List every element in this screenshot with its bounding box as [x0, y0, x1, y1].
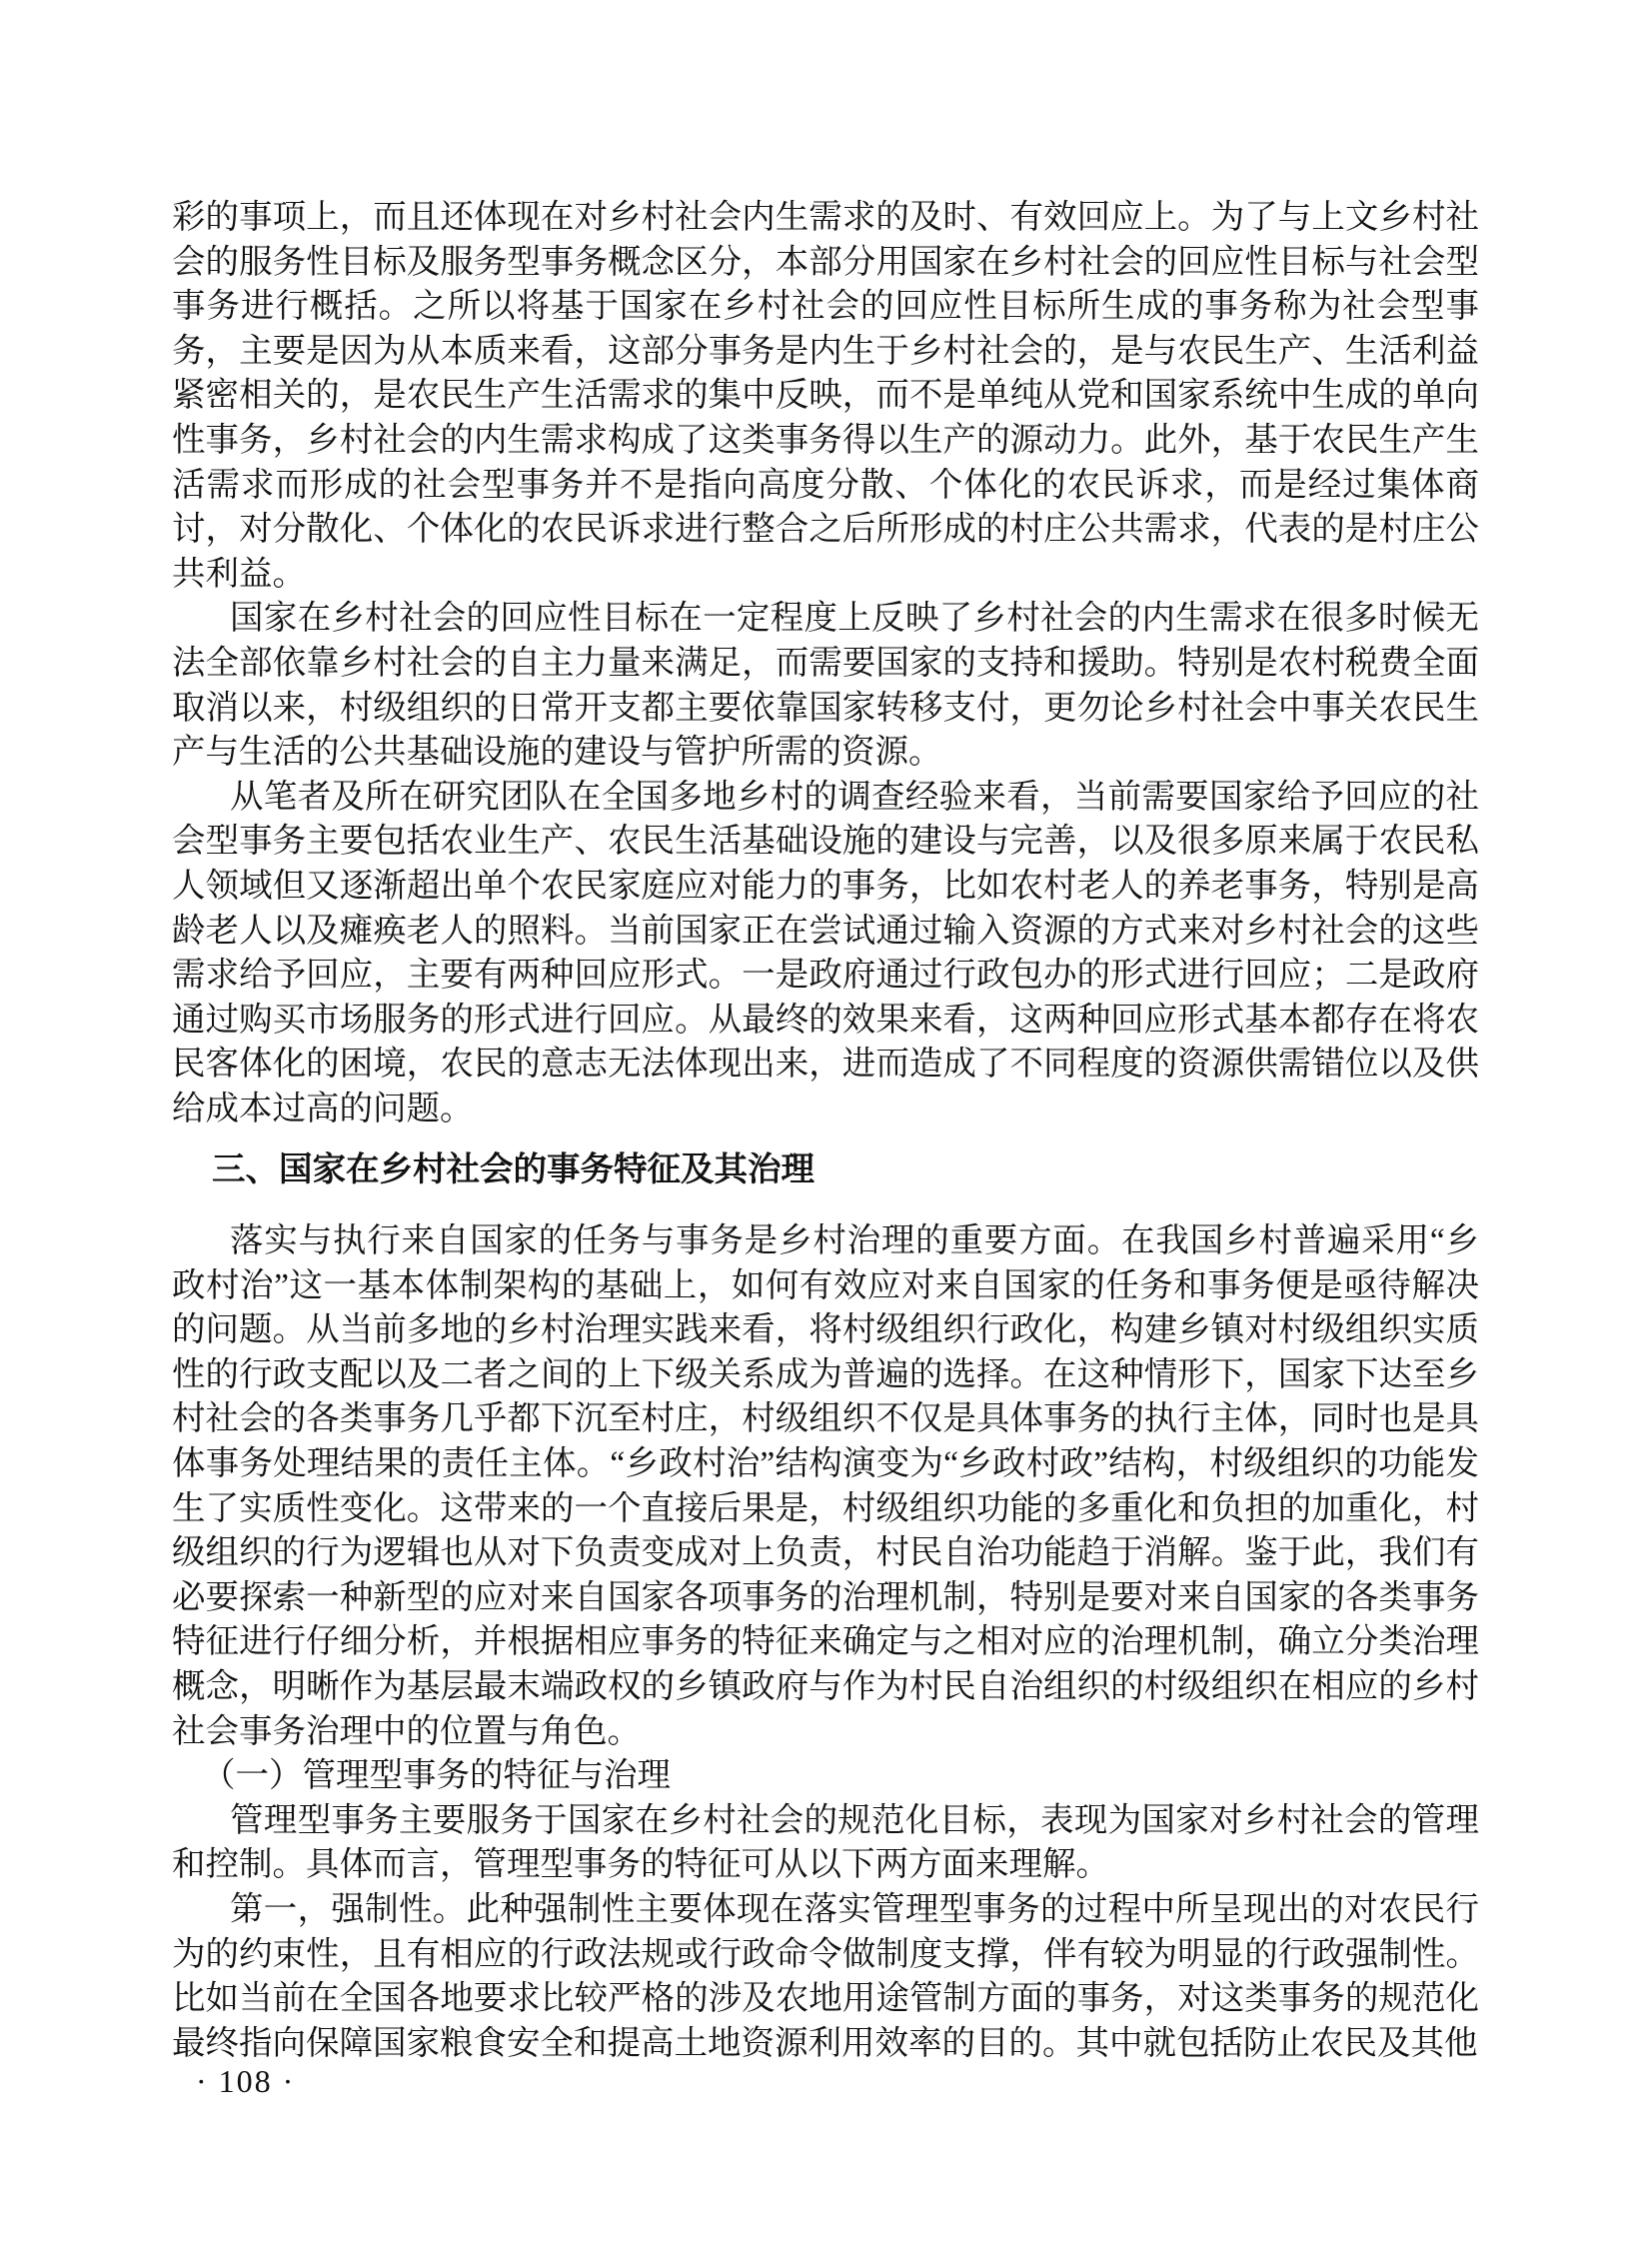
body-paragraph-3: 从笔者及所在研究团队在全国多地乡村的调查经验来看，当前需要国家给予回应的社会型事务主要包括农业生产、农民生活基础设施的建设与完善，以及很多原来属于农民私人领域但又逐渐超出单个农民家庭应对能力的事务，比如农村老人的养老事务，特别是高龄老人以及瘫痪老人的照料。当前国家正在尝试通过输入资源的方式来对乡村社会的这些需求给予回应，主要有两种回应形式。一是政府通过行政包办的形式进行回应；二是政府通过购买市场服务的形式进行回应。从最终的效果来看，这两种回应形式基本都存在将农民客体化的困境，农民的意志无法体现出来，进而造成了不同程度的资源供需错位以及供给成本过高的问题。 [172, 778, 1479, 1127]
body-paragraph-2: 国家在乡村社会的回应性目标在一定程度上反映了乡村社会的内生需求在很多时候无法全部依靠乡村社会的自主力量来满足，而需要国家的支持和援助。特别是农村税费全面取消以来，村级组织的日常开支都主要依靠国家转移支付，更勿论乡村社会中事关农民生产与生活的公共基础设施的建设与管护所需的资源。 [172, 600, 1479, 772]
body-paragraph-5: 管理型事务主要服务于国家在乡村社会的规范化目标，表现为国家对乡村社会的管理和控制。具体而言，管理型事务的特征可从以下两方面来理解。 [172, 1801, 1479, 1884]
page-number: · 108 · [196, 2063, 296, 2099]
page-body [172, 196, 1479, 2066]
body-paragraph-4: 落实与执行来自国家的任务与事务是乡村治理的重要方面。在我国乡村普遍采用“乡政村治”这一基本体制架构的基础上，如何有效应对来自国家的任务和事务便是亟待解决的问题。从当前多地的乡村治理实践来看，将村级组织行政化，构建乡镇对村级组织实质性的行政支配以及二者之间的上下级关系成为普遍的选择。在这种情形下，国家下达至乡村社会的各类事务几乎都下沉至村庄，村级组织不仅是具体事务的执行主体，同时也是具体事务处理结果的责任主体。“乡政村治”结构演变为“乡政村政”结构，村级组织的功能发生了实质性变化。这带来的一个直接后果是，村级组织功能的多重化和负担的加重化，村级组织的行为逻辑也从对下负责变成对上负责，村民自治功能趋于消解。鉴于此，我们有必要探索一种新型的应对来自国家各项事务的治理机制，特别是要对来自国家的各类事务特征进行仔细分析，并根据相应事务的特征来确定与之相对应的治理机制，确立分类治理概念，明晰作为基层最末端政权的乡镇政府与作为村民自治组织的村级组织在相应的乡村社会事务治理中的位置与角色。 [172, 1222, 1479, 1750]
section-heading: 三、国家在乡村社会的事务特征及其治理 [212, 1151, 815, 1189]
subsection-heading: （一）管理型事务的特征与治理 [202, 1757, 671, 1795]
continuation-paragraph: 彩的事项上，而且还体现在对乡村社会内生需求的及时、有效回应上。为了与上文乡村社会的服务性目标及服务型事务概念区分，本部分用国家在乡村社会的回应性目标与社会型事务进行概括。之所以将基于国家在乡村社会的回应性目标所生成的事务称为社会型事务，主要是因为从本质来看，这部分事务是内生于乡村社会的，是与农民生产、生活利益紧密相关的，是农民生产生活需求的集中反映，而不是单纯从党和国家系统中生成的单向性事务，乡村社会的内生需求构成了这类事务得以生产的源动力。此外，基于农民生产生活需求而形成的社会型事务并不是指向高度分散、个体化的农民诉求，而是经过集体商讨，对分散化、个体化的农民诉求进行整合之后所形成的村庄公共需求，代表的是村庄公共利益。 [172, 199, 1479, 593]
body-paragraph-6: 第一，强制性。此种强制性主要体现在落实管理型事务的过程中所呈现出的对农民行为的约束性，且有相应的行政法规或行政命令做制度支撑，伴有较为明显的行政强制性。比如当前在全国各地要求比较严格的涉及农地用途管制方面的事务，对这类事务的规范化最终指向保障国家粮食安全和提高土地资源利用效率的目的。其中就包括防止农民及其他 [172, 1890, 1479, 2062]
